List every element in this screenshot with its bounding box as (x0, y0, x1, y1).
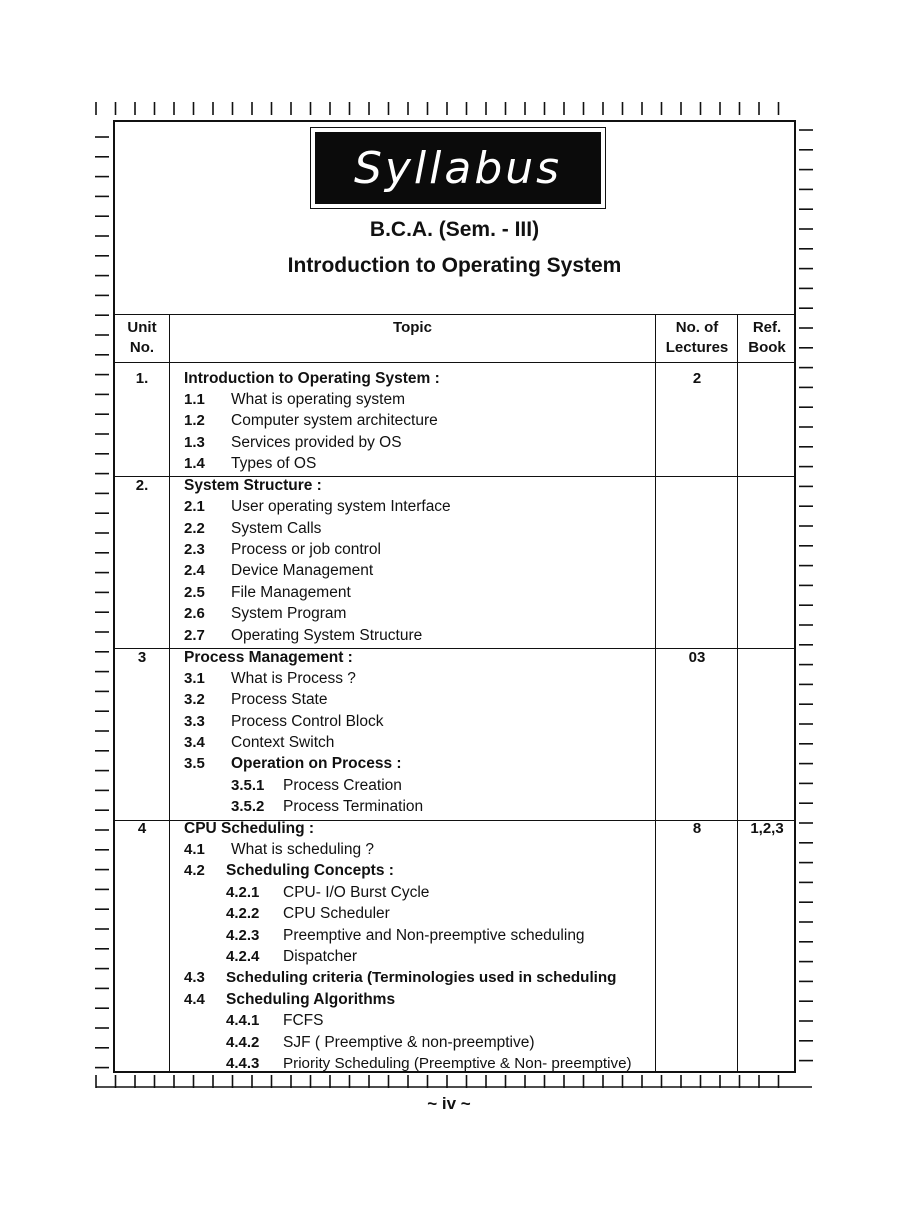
page-number: ~ iv ~ (427, 1094, 471, 1113)
subtopic-number: 4.2.1 (226, 884, 260, 901)
subtopic-text: CPU Scheduler (283, 905, 390, 922)
unit-1-title: Introduction to Operating System : (184, 370, 440, 387)
topic-text: Operating System Structure (231, 627, 423, 644)
topic-text: Operation on Process : (231, 755, 402, 772)
unit-3-number: 3 (137, 649, 147, 666)
subject-title: Introduction to Operating System (287, 254, 622, 277)
unit-4-number: 4 (137, 820, 147, 837)
column-divider-topic (655, 314, 656, 1073)
topic-text: System Calls (231, 520, 322, 537)
banner-title: Syllabus (315, 132, 601, 204)
table-top-rule (113, 314, 796, 315)
topic-text: Services provided by OS (231, 434, 402, 451)
topic-number: 2.2 (184, 520, 205, 537)
topic-text: User operating system Interface (231, 498, 451, 515)
unit-4-ref-book: 1,2,3 (750, 820, 784, 837)
topic-text: Scheduling criteria (Terminologies used in scheduling (226, 969, 617, 986)
subtopic-number: 4.2.4 (226, 948, 260, 965)
topic-number: 1.4 (184, 455, 205, 472)
unit-3-title: Process Management : (184, 649, 353, 666)
topic-text: Computer system architecture (231, 412, 438, 429)
unit-4-title: CPU Scheduling : (184, 820, 315, 837)
topic-text: Types of OS (231, 455, 317, 472)
header-topic: Topic (393, 319, 432, 336)
unit-1-number: 1. (135, 370, 149, 387)
topic-text: Device Management (231, 562, 374, 579)
subtopic-text: Dispatcher (283, 948, 358, 965)
topic-text: Scheduling Concepts : (226, 862, 394, 879)
topic-text: Context Switch (231, 734, 335, 751)
unit-2-title: System Structure : (184, 477, 322, 494)
unit-2-number: 2. (135, 477, 149, 494)
topic-text: What is Process ? (231, 670, 356, 687)
subtopic-number: 4.4.3 (226, 1055, 260, 1072)
topic-number: 1.3 (184, 434, 205, 451)
topic-text: Process Control Block (231, 713, 384, 730)
topic-text: Process State (231, 691, 328, 708)
topic-number: 1.2 (184, 412, 205, 429)
topic-number: 3.3 (184, 713, 205, 730)
topic-number: 4.1 (184, 841, 205, 858)
subtopic-text: SJF ( Preemptive & non-preemptive) (283, 1034, 535, 1051)
topic-number: 2.3 (184, 541, 205, 558)
topic-number: 3.1 (184, 670, 205, 687)
syllabus-banner (310, 127, 606, 209)
topic-number: 3.5 (184, 755, 205, 772)
topic-text: File Management (231, 584, 351, 601)
topic-number: 3.2 (184, 691, 205, 708)
subtopic-number: 3.5.2 (231, 798, 265, 815)
topic-number: 4.4 (184, 991, 205, 1008)
topic-number: 1.1 (184, 391, 205, 408)
subtopic-number: 4.2.2 (226, 905, 260, 922)
topic-number: 4.3 (184, 969, 205, 986)
topic-number: 2.1 (184, 498, 205, 515)
unit-1-lectures: 2 (692, 370, 702, 387)
topic-number: 2.6 (184, 605, 205, 622)
subtopic-number: 4.2.3 (226, 927, 260, 944)
subtopic-text: Process Creation (283, 777, 402, 794)
topic-text: Process or job control (231, 541, 381, 558)
header-unit-no: Unit No. (127, 319, 157, 356)
subtopic-number: 4.4.1 (226, 1012, 260, 1029)
topic-text: System Program (231, 605, 347, 622)
subtopic-text: CPU- I/O Burst Cycle (283, 884, 430, 901)
header-lectures: No. of Lectures (665, 319, 729, 356)
column-divider-unit (169, 314, 170, 1073)
subtopic-text: Process Termination (283, 798, 424, 815)
topic-number: 4.2 (184, 862, 205, 879)
topic-number: 2.4 (184, 562, 205, 579)
course-title: B.C.A. (Sem. - III) (369, 218, 540, 241)
topic-text: What is operating system (231, 391, 406, 408)
subtopic-number: 3.5.1 (231, 777, 265, 794)
unit-3-lectures: 03 (688, 649, 706, 666)
topic-number: 3.4 (184, 734, 205, 751)
topic-text: Scheduling Algorithms (226, 991, 396, 1008)
topic-number: 2.7 (184, 627, 205, 644)
subtopic-text: Preemptive and Non-preemptive scheduling (283, 927, 585, 944)
subtopic-text: Priority Scheduling (Preemptive & Non- preemptive) (283, 1055, 632, 1072)
header-ref-book: Ref. Book (748, 319, 786, 356)
subtopic-number: 4.4.2 (226, 1034, 260, 1051)
topic-number: 2.5 (184, 584, 205, 601)
subtopic-text: FCFS (283, 1012, 324, 1029)
unit-4-lectures: 8 (692, 820, 702, 837)
column-divider-lectures (737, 314, 738, 1073)
header-bottom-rule (113, 362, 796, 363)
topic-text: What is scheduling ? (231, 841, 375, 858)
